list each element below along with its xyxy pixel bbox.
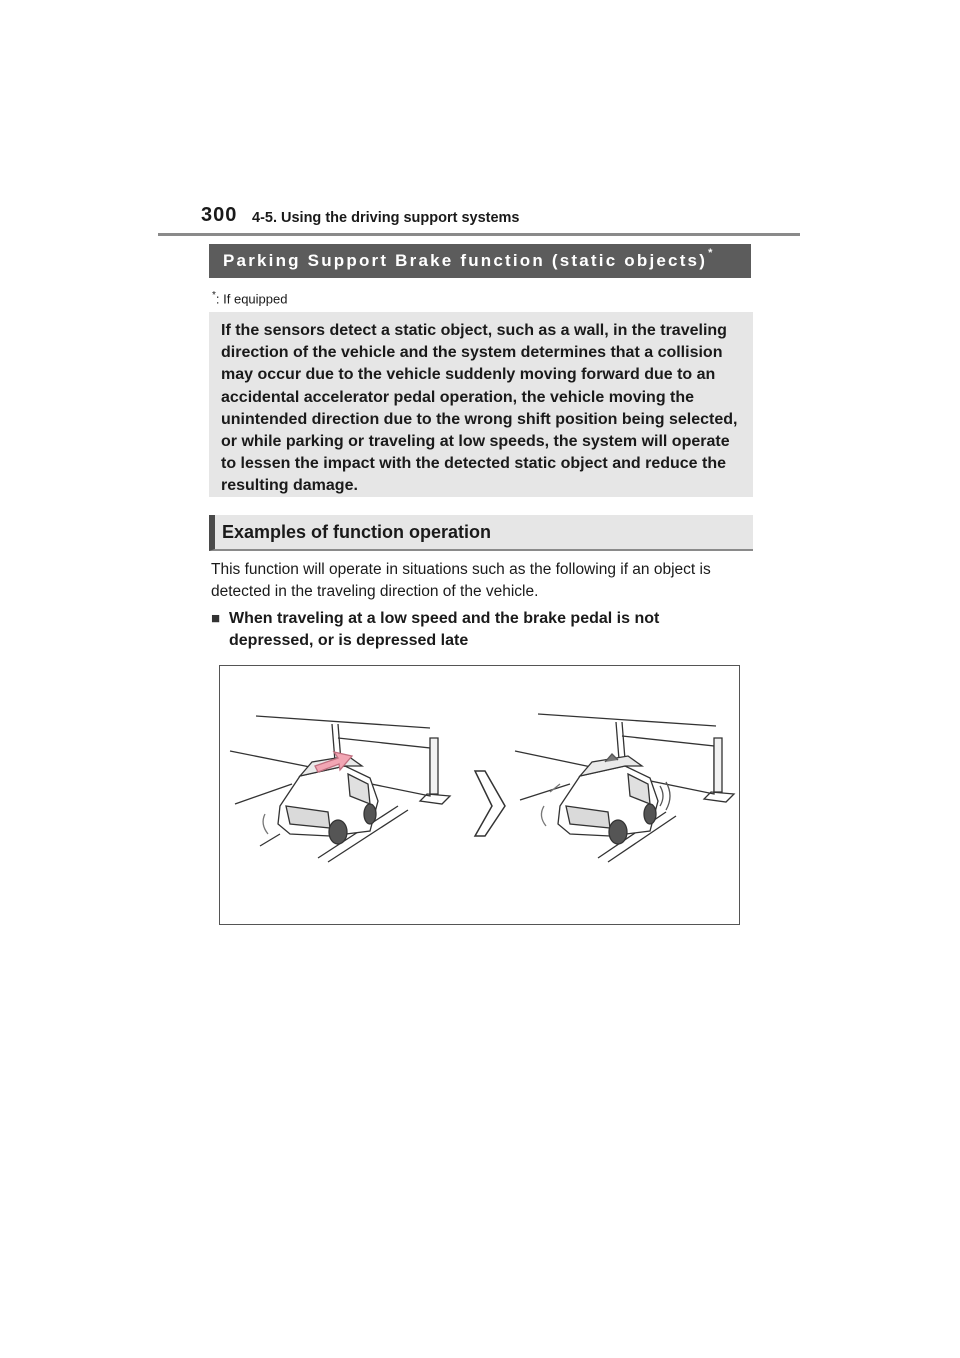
examples-intro: This function will operate in situations such as the following if an object is detected in the traveling direction of the vehicle. — [211, 561, 711, 600]
footnote — [212, 290, 287, 306]
scene-before — [230, 716, 450, 862]
examples-heading: Examples of function operation — [222, 521, 492, 542]
title-footnote-marker: * — [708, 247, 713, 259]
case-item — [211, 608, 751, 652]
car-left-icon — [278, 756, 378, 844]
square-bullet-icon: ■ — [211, 610, 221, 627]
wall-rail-icon — [256, 716, 430, 728]
page-title: Parking Support Brake function (static objects) — [223, 251, 708, 270]
parking-illustration — [220, 666, 739, 924]
header-rule — [158, 233, 800, 236]
examples-heading-bar — [209, 515, 753, 551]
title-bar — [209, 244, 751, 278]
footnote-marker: * — [212, 290, 216, 301]
sensor-wave-icon — [660, 786, 663, 806]
illustration-frame — [219, 665, 740, 925]
case-text: When traveling at a low speed and the brake pedal is not depressed, or is depressed late — [229, 610, 660, 649]
next-step-arrow-icon — [475, 771, 505, 836]
scene-after — [515, 714, 734, 862]
page-number: 300 — [201, 204, 238, 226]
summary-text: If the sensors detect a static object, such as a wall, in the traveling direction of the vehicle and the system determines that a collision may occur due to the vehicle suddenly moving forward due to an accidental accelerator pedal operation, the vehicle moving the unintended direction due to the wrong shift position being selected, or while parking or traveling at low speeds, the system will operate to lessen the impact with the detected static object and reduce the resulting damage. — [221, 322, 738, 495]
summary-box — [209, 312, 753, 497]
footnote-text: : If equipped — [215, 291, 288, 307]
section-header: 4-5. Using the driving support systems — [252, 210, 520, 226]
car-right-icon — [558, 756, 658, 844]
